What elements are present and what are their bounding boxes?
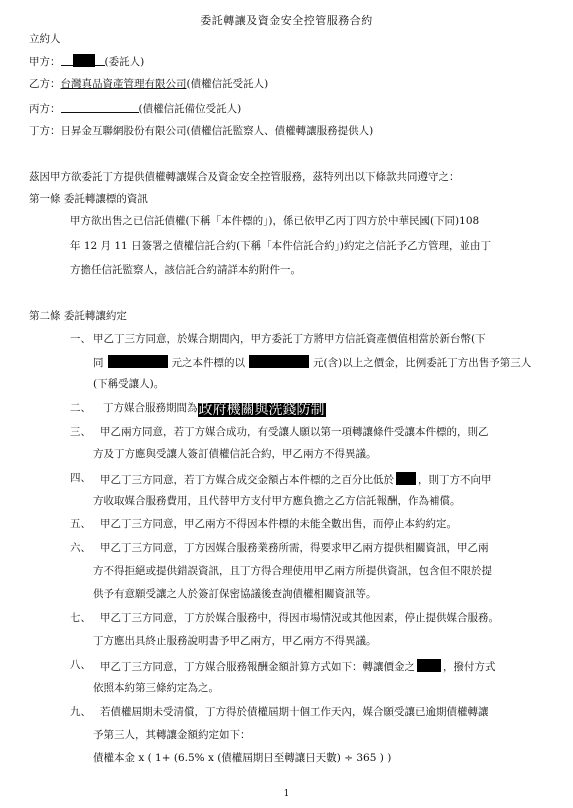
party-c-role: (債權信託備位受託人) [138,103,242,115]
party-b-role: (債權信託受託人) [186,78,269,90]
item-text: 元之本件標的以 [171,357,245,369]
redaction-block [417,659,441,672]
item-number: 四、 [70,472,91,484]
item-line: 甲乙丁三方同意，甲乙兩方不得因本件標的未能全數出售，而停止本約約定。 [100,518,457,530]
item-line [100,472,492,487]
item-text: 元(含)以上之價金，比例委託丁方出售予第三人 [313,357,532,369]
article1-line: 方擔任信託監察人，該信託合約請詳本約附件一。 [70,264,301,276]
party-a-line [29,54,144,69]
item-line: 依照本約第三條約定為之。 [93,682,219,694]
redaction-block [396,472,416,485]
item-number: 二、 [70,402,91,414]
watermark-text: 政府機關與洗錢防制 [198,402,325,418]
item-line [100,659,496,674]
blank-underline [61,101,139,113]
item-text: 甲乙丁三方同意，丁方媒合服務報酬金額計算方式如下：轉讓價金之 [100,661,415,673]
item-text: ，撥付方式 [443,661,496,673]
party-b-line [29,78,268,91]
item-text: 丁方媒合服務期間為 [103,402,198,414]
party-b-prefix: 乙方： [29,78,61,90]
party-b-company: 台灣真品資產管理有限公司 [60,78,187,90]
item-line: 方及丁方應與受讓人簽訂債權信託合約，甲乙兩方不得異議。 [93,448,377,460]
article1-line: 年 12 月 11 日簽署之債權信託合約(下稱「本件信託合約」)約定之信託予乙方管理，並由丁 [70,240,492,252]
item-text: 甲乙丁三方同意，若丁方媒合成交金額占本件標的之百分比低於 [100,474,394,486]
item-line: 丁方應出具終止服務說明書予甲乙兩方，甲乙兩方不得異議。 [93,635,377,647]
item-line: 供予有意願受讓之人於簽訂保密協議後查詢債權相關資訊等。 [93,588,377,600]
blank-underline [61,54,73,66]
party-d-line: 丁方：日昇金互聯網股份有限公司(債權信託監察人、債權轉讓服務提供人) [29,125,374,137]
item-number: 九、 [70,706,91,718]
parties-heading: 立約人 [29,33,61,45]
item-line: 予第三人，其轉讓金額約定如下： [93,729,251,741]
party-c-prefix: 丙方： [29,103,61,115]
item-line: 方收取媒合服務費用，且代替甲方支付甲方應負擔之乙方信託報酬，作為補償。 [93,495,461,507]
item-line: 甲乙丁三方同意，丁方於媒合服務中，得因市場情況或其他因素，停止提供媒合服務。 [100,612,499,624]
item-number: 八、 [70,659,91,671]
article1-heading: 第一條 委託轉讓標的資訊 [29,193,148,205]
redaction-block [73,54,95,67]
party-a-prefix: 甲方： [29,56,61,68]
item-number: 一、 [70,333,91,345]
party-c-line [29,101,241,116]
item-line: 若債權屆期未受清償，丁方得於債權屆期十個工作天內，媒合願受讓已逾期債權轉讓 [100,706,489,718]
preamble: 茲因甲方欲委託丁方提供債權轉讓媒合及資金安全控管服務，茲特列出以下條款共同遵守之： [29,171,460,183]
formula-line: 債權本金 x ( 1+ (6.5% x (債權屆期日至轉讓日天數) ÷ 365 ) ) [93,752,392,764]
item-number: 三、 [70,426,91,438]
page-number: 1 [283,789,290,799]
item-line: 甲乙兩方同意，若丁方媒合成功，有受讓人願以第一項轉讓條件受讓本件標的，則乙 [100,426,489,438]
item-text: 同 [93,357,104,369]
item-line: (下稱受讓人)。 [93,378,165,390]
item-number: 七、 [70,612,91,624]
item-line [103,402,326,417]
item-line: 甲乙丁三方同意，於媒合期間內，甲方委託丁方將甲方信託資產價值相當於新台幣(下 [93,333,486,345]
item-line: 方不得拒絕或提供錯誤資訊，且丁方得合理使用甲乙兩方所提供資訊，包含但不限於提 [93,565,492,577]
blank-underline [95,54,105,66]
redaction-block [249,355,309,368]
item-line [93,355,531,370]
item-text: ，則丁方不向甲 [418,474,492,486]
item-number: 六、 [70,542,91,554]
redaction-block [108,355,168,368]
item-number: 五、 [70,518,91,530]
article2-heading: 第二條 委託轉讓約定 [29,310,127,322]
article1-line: 甲方欲出售之已信託債權(下稱「本件標的」)，係已依甲乙丙丁四方於中華民國(下同)108 [70,215,480,227]
document-title: 委託轉讓及資金安全控管服務合約 [200,14,373,27]
item-line: 甲乙丁三方同意，丁方因媒合服務業務所需，得要求甲乙兩方提供相關資訊，甲乙兩 [100,542,489,554]
party-a-role: (委託人) [104,56,145,68]
